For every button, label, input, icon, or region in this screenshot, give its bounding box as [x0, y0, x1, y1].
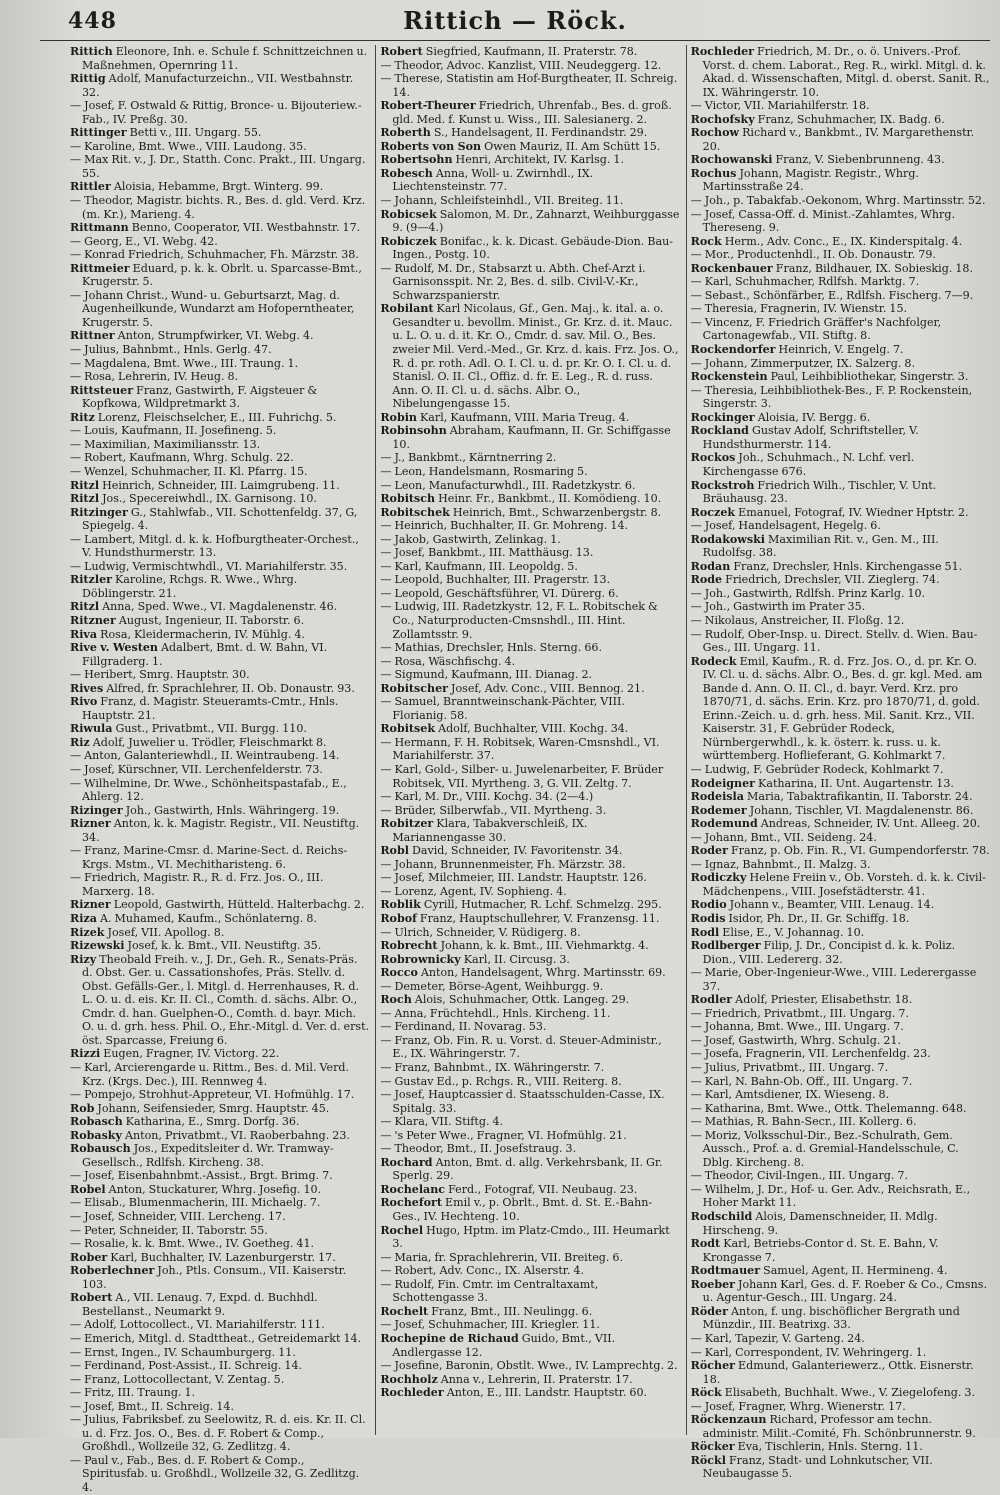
directory-entry: Rodeck Emil, Kaufm., R. d. Frz. Jos. O., d. pr. Kr. O. IV. Cl. u. d. sächs. Albr. O., Bes. d. gr. kgl. Med. am Bande d. Ann. O. II. Cl., d. bayr. Verd. Krz. pro 1870/71, d. sächs. Erin. Krz. pro 1870/71, d. gold. Erinn.-Zeich. u. d. grh. hess. Mil. Sanit. Krz., VII. Kaiserstr. 31, F. Gebrüder Rodeck, Nürnbergerwhdl., k. k. österr. k. russ. u. k. württemberg. Hoflieferant, G. Kohlmarkt 7. — [690, 654, 983, 763]
directory-entry: — Josef, Hauptcassier d. Staatsschulden-Casse, IX. Spitalg. 33. — [380, 1088, 665, 1115]
directory-entry: — Friedrich, Magistr. R., R. d. Frz. Jos. O., III. Marxerg. 18. — [70, 871, 324, 898]
directory-entry: Robert A., VII. Lenaug. 7, Expd. d. Buchhdl. Bestellanst., Neumarkt 9. — [70, 1291, 318, 1318]
directory-entry: — Anton, Galanteriewhdl., II. Weintraubeng. 14. — [70, 749, 340, 763]
directory-entry: — Vincenz, F. Friedrich Gräffer's Nachfolger, Cartonagewfab., VII. Stiftg. 8. — [690, 315, 942, 343]
directory-entry: Rocco Anton, Handelsagent, Whrg. Martinsstr. 69. — [380, 966, 666, 980]
directory-entry: — Robert, Adv. Conc., IX. Alserstr. 4. — [380, 1264, 585, 1278]
directory-entry: — Rosa, Wäschfischg. 4. — [380, 654, 516, 668]
directory-entry: — Friedrich, Privatbmt., III. Ungarg. 7. — [690, 1006, 910, 1020]
directory-entry: Rodemund Andreas, Schneider, IV. Unt. Alleeg. 20. — [690, 817, 981, 831]
directory-entry: — Rudolf, Fin. Cmtr. im Centraltaxamt, Schottengasse 3. — [380, 1277, 599, 1305]
directory-entry: — Joh., p. Tabakfab.-Oekonom, Whrg. Martinsstr. 52. — [690, 194, 986, 208]
directory-entry: Rivo Franz, d. Magistr. Steueramts-Cmtr., Hnls. Hauptstr. 21. — [70, 695, 339, 722]
directory-entry: Rittich Eleonore, Inh. e. Schule f. Schnittzeichnen u. Maßnehmen, Opernring 11. — [70, 45, 368, 72]
directory-entry: Röcher Edmund, Galanteriewerz., Ottk. Eisnerstr. 18. — [690, 1359, 974, 1386]
directory-entry: — Ernst, Ingen., IV. Schaumburgerg. 11. — [70, 1345, 296, 1359]
directory-entry: Rittinger Betti v., III. Ungarg. 55. — [70, 126, 262, 140]
directory-entry: Röder Anton, f. ung. bischöflicher Bergrath und Münzdir., III. Beatrixg. 33. — [690, 1304, 960, 1332]
directory-entry: — Hermann, F. H. Robitsek, Waren-Cmsnshdl., VI. Mariahilferstr. 37. — [380, 735, 660, 763]
directory-entry: Rodiczky Helene Freiin v., Ob. Vorsteh. d. k. k. Civil-Mädchenpens., VIII. Josefstädterstr. 41. — [690, 871, 986, 898]
directory-entry: Ritzler Karoline, Rchgs. R. Wwe., Whrg. Döblingerstr. 21. — [70, 573, 298, 600]
directory-entry: Rizy Theobald Freih. v., J. Dr., Geh. R., Senats-Präs. d. Obst. Ger. u. Cassationshofes, Präs. Stellv. d. Obst. Gefälls-Ger., l. Mitgl. d. Herrenhauses, R. d. L. O. u. d. eis. Kr. II. Cl., Comth. d. sächs. Albr. O., Cmdr. d. han. Guelphen-O., Comth. d. bayr. Mich. O. u. d. grh. hess. Phil. O., Ehr.-Mitgl. d. Ver. d. erst. öst. Sparcasse, Freiung 6. — [70, 952, 370, 1047]
directory-entry: — Johanna, Bmt. Wwe., III. Ungarg. 7. — [690, 1020, 904, 1034]
directory-entry: — Sebast., Schönfärber, E., Rdlfsh. Fischerg. 7—9. — [690, 288, 974, 302]
directory-entry: — Louis, Kaufmann, II. Josefineng. 5. — [70, 424, 277, 438]
directory-entry: — Leon, Handelsmann, Rosmaring 5. — [380, 464, 588, 478]
directory-entry: — Brüder, Silberwfab., VII. Myrtheng. 3. — [380, 803, 607, 817]
directory-entry: Röckl Franz, Stadt- und Lohnkutscher, VII. Neubaugasse 5. — [690, 1453, 933, 1481]
directory-entry: Rob Johann, Seifensieder, Smrg. Hauptstr. 45. — [70, 1101, 330, 1115]
directory-entry: — Josef, Bankbmt., III. Matthäusg. 13. — [380, 546, 594, 560]
directory-entry: — Ludwig, Vermischtwhdl., VI. Mariahilferstr. 35. — [70, 559, 348, 573]
directory-entry: — Paul v., Fab., Bes. d. F. Robert & Comp., Spiritusfab. u. Großhdl., Wollzeile 32, G. Zedlitzg. 4. — [70, 1453, 360, 1494]
directory-entry: — Leopold, Buchhalter, III. Pragerstr. 13. — [380, 573, 611, 587]
directory-entry: — Josef, Cassa-Off. d. Minist.-Zahlamtes, Whrg. Thereseng. 9. — [690, 207, 955, 235]
directory-entry: Rochholz Anna v., Lehrerin, II. Praterstr. 17. — [380, 1372, 633, 1386]
directory-entry: — Theresia, Leihbibliothek-Bes., F. P. Rockenstein, Singerstr. 3. — [690, 383, 973, 411]
directory-entry: — Moriz, Volksschul-Dir., Bez.-Schulrath, Gem. Aussch., Prof. a. d. Gremial-Handelsschule, C. Dblg. Kircheng. 8. — [690, 1128, 959, 1169]
directory-entry: — Theodor, Magistr. bichts. R., Bes. d. gld. Verd. Krz. (m. Kr.), Marieng. 4. — [70, 194, 366, 221]
directory-entry: Rittmeier Eduard, p. k. k. Obrlt. u. Sparcasse-Bmt., Krugerstr. 5. — [70, 261, 362, 289]
directory-entry: Robitzer Klara, Tabakverschleiß, IX. Mariannengasse 30. — [380, 817, 588, 844]
directory-entry: — Katharina, Bmt. Wwe., Ottk. Thelemanng. 648. — [690, 1101, 967, 1115]
directory-entry: Roberts von Son Owen Mauriz, II. Am Schütt 15. — [380, 139, 661, 153]
directory-entry: Rive v. Westen Adalbert, Bmt. d. W. Bahn, VI. Fillgraderg. 1. — [70, 641, 328, 668]
directory-entry: Rochleder Friedrich, M. Dr., o. ö. Univers.-Prof. Vorst. d. chem. Laborat., Reg. R., wirkl. Mitgl. d. k. Akad. d. Wissenschaften, Mitgl. d. oberst. Sanit. R., IX. Währingerstr. 10. — [690, 45, 990, 99]
directory-entry: — Karl, Tapezir, V. Garteng. 24. — [690, 1331, 865, 1345]
directory-entry: Rober Karl, Buchhalter, IV. Lazenburgerstr. 17. — [70, 1250, 336, 1264]
directory-entry: Rodis Isidor, Ph. Dr., II. Gr. Schiffg. 18. — [690, 912, 910, 925]
directory-entry: — Sigmund, Kaufmann, III. Dianag. 2. — [380, 668, 593, 682]
directory-entry: — Josef, Kürschner, VII. Lerchenfelderstr. 73. — [70, 762, 323, 776]
directory-entry: — Karl, N. Bahn-Ob. Off., III. Ungarg. 7. — [690, 1074, 913, 1088]
directory-entry: — Karl, Kaufmann, III. Leopoldg. 5. — [380, 559, 578, 573]
directory-entry: Rodakowski Maximilian Rit. v., Gen. M., III. Rudolfsg. 38. — [690, 532, 939, 560]
directory-entry: — Adolf, Lottocollect., VI. Mariahilferstr. 111. — [70, 1318, 325, 1332]
directory-entry: — Karl, Amtsdiener, IX. Wieseng. 8. — [690, 1088, 890, 1102]
directory-entry: Rodio Johann v., Beamter, VIII. Lenaug. 14. — [690, 898, 935, 912]
directory-entry: Robicsek Salomon, M. Dr., Zahnarzt, Weihburggasse 9. (9—4.) — [380, 207, 680, 235]
directory-entry: Robertsohn Henri, Architekt, IV. Karlsg. 1. — [380, 153, 624, 167]
directory-entry: — Demeter, Börse-Agent, Weihburgg. 9. — [380, 979, 604, 993]
directory-entry: Rodan Franz, Drechsler, Hnls. Kirchengasse 51. — [690, 559, 963, 573]
directory-entry: — Emerich, Mitgl. d. Stadttheat., Getreidemarkt 14. — [70, 1331, 362, 1345]
directory-entry: — Wilhelmine, Dr. Wwe., Schönheitspastafab., E., Ahlerg. 12. — [70, 776, 347, 804]
directory-entry: Ritzl Heinrich, Schneider, III. Laimgrubeng. 11. — [70, 478, 340, 492]
directory-entry: Rochofsky Franz, Schuhmacher, IX. Badg. 6. — [690, 112, 945, 126]
page-title: Rittich — Röck. — [403, 6, 627, 35]
directory-entry: Rochus Johann, Magistr. Registr., Whrg. Martinsstraße 24. — [690, 166, 919, 194]
directory-entry: — Karoline, Bmt. Wwe., VIII. Laudong. 35. — [70, 139, 307, 153]
directory-entry: — Maximilian, Maximiliansstr. 13. — [70, 437, 261, 451]
directory-entry: Roeber Johann Karl, Ges. d. F. Roeber & Co., Cmsns. u. Agentur-Gesch., III. Ungarg. 24. — [690, 1277, 987, 1305]
directory-entry: Roder Franz, p. Ob. Fin. R., VI. Gumpendorferstr. 78. — [690, 844, 990, 858]
directory-entry: — Ignaz, Bahnbmt., II. Malzg. 3. — [690, 857, 871, 871]
directory-entry: — Joh., Gastwirth, Rdlfsh. Prinz Karlg. 10. — [690, 586, 926, 600]
directory-entry: Rizek Josef, VII. Apollog. 8. — [70, 925, 225, 939]
directory-entry: — Josef, Gastwirth, Whrg. Schulg. 21. — [690, 1033, 902, 1047]
directory-entry: — Johann, Brunnenmeister, Fh. Märzstr. 38. — [380, 857, 626, 871]
directory-entry: — Franz, Ob. Fin. R. u. Vorst. d. Steuer-Administr., E., IX. Währingerstr. 7. — [380, 1033, 662, 1061]
directory-entry: — Robert, Kaufmann, Whrg. Schulg. 22. — [70, 451, 294, 465]
directory-entry: — Franz, Marine-Cmsr. d. Marine-Sect. d. Reichs-Krgs. Mstm., VI. Mechitharisteng. 6. — [70, 844, 348, 871]
directory-entry: Rockstroh Friedrich Wilh., Tischler, V. Unt. Bräuhausg. 23. — [690, 478, 937, 506]
directory-entry: Rochleder Anton, E., III. Landstr. Hauptstr. 60. — [380, 1386, 648, 1400]
directory-entry: Ritzinger G., Stahlwfab., VII. Schottenfeldg. 37, G, Spiegelg. 4. — [70, 505, 358, 533]
directory-entry: — Jakob, Gastwirth, Zelinkag. 1. — [380, 532, 561, 546]
directory-entry: Rodemer Johann, Tischler, VI. Magdalenenstr. 86. — [690, 803, 974, 817]
directory-entry: Robrownicky Karl, II. Circusg. 3. — [380, 952, 570, 966]
directory-entry: — Josefa, Fragnerin, VII. Lerchenfeldg. 23. — [690, 1047, 931, 1061]
directory-entry: Rizner Leopold, Gastwirth, Hütteld. Halterbachg. 2. — [70, 898, 365, 912]
directory-entry: — Rudolf, Ober-Insp. u. Direct. Stellv. d. Wien. Bau-Ges., III. Ungarg. 11. — [690, 627, 978, 655]
directory-entry: — Mathias, Drechsler, Hnls. Sterng. 66. — [380, 641, 602, 655]
directory-entry: — Ferdinand, Post-Assist., II. Schreig. 14. — [70, 1359, 303, 1373]
directory-entry: Robitsch Heinr. Fr., Bankbmt., II. Komödieng. 10. — [380, 492, 662, 506]
directory-entry: — Victor, VII. Mariahilferstr. 18. — [690, 99, 870, 113]
directory-entry: Robiczek Bonifac., k. k. Dicast. Gebäude-Dion. Bau-Ingen., Postg. 10. — [380, 234, 673, 262]
directory-entry: — Karl, M. Dr., VIII. Kochg. 34. (2—4.) — [380, 790, 594, 804]
directory-entry: — Rosa, Lehrerin, IV. Heug. 8. — [70, 370, 239, 384]
directory-entry: Robitscher Josef, Adv. Conc., VIII. Bennog. 21. — [380, 681, 645, 695]
directory-entry: Rittig Adolf, Manufacturzeichn., VII. Westbahnstr. 32. — [70, 72, 354, 99]
directory-entry: Rodl Elise, E., V. Johannag. 10. — [690, 925, 865, 939]
directory-entry: — Mor., Productenhdl., II. Ob. Donaustr. 79. — [690, 248, 936, 262]
directory-entry: Rockendorfer Heinrich, V. Engelg. 7. — [690, 343, 904, 357]
directory-entry: Rizzi Eugen, Fragner, IV. Victorg. 22. — [70, 1047, 280, 1061]
directory-entry: — 's Peter Wwe., Fragner, VI. Hofmühlg. 21. — [380, 1128, 627, 1142]
directory-entry: Robitsek Adolf, Buchhalter, VIII. Kochg. 34. — [380, 722, 629, 736]
directory-entry: Rochow Richard v., Bankbmt., IV. Margarethenstr. 20. — [690, 126, 975, 153]
directory-entry: Rochelt Franz, Bmt., III. Neulingg. 6. — [380, 1304, 593, 1318]
directory-entry: Rockenstein Paul, Leihbibliothekar, Singerstr. 3. — [690, 370, 969, 384]
directory-entry: Rockinger Aloisia, IV. Bergg. 6. — [690, 410, 871, 424]
directory-entry: Rittler Aloisia, Hebamme, Brgt. Winterg. 99. — [70, 180, 324, 194]
directory-entry: — Lorenz, Agent, IV. Sophieng. 4. — [380, 884, 567, 898]
directory-entry: — Theodor, Advoc. Kanzlist, VIII. Neudeggerg. 12. — [380, 58, 662, 72]
directory-entry: — Max Rit. v., J. Dr., Statth. Conc. Prakt., III. Ungarg. 55. — [70, 153, 366, 180]
directory-entry: — Mathias, R. Bahn-Secr., III. Kollerg. 6. — [690, 1115, 917, 1129]
directory-entry: — Julius, Privatbmt., III. Ungarg. 7. — [690, 1061, 889, 1075]
directory-entry: Robrecht Johann, k. k. Bmt., III. Viehmarktg. 4. — [380, 939, 649, 953]
directory-entry: — Therese, Statistin am Hof-Burgtheater, II. Schreig. 14. — [380, 72, 678, 99]
directory-entry: Robin Karl, Kaufmann, VIII. Maria Treug. 4. — [380, 410, 630, 424]
directory-entry: — Ludwig, F. Gebrüder Rodeck, Kohlmarkt 7. — [690, 762, 944, 776]
directory-entry: Robilant Karl Nicolaus, Gf., Gen. Maj., k. ital. a. o. Gesandter u. bevollm. Minist., Gr. Krz. d. it. Mauc. u. L. O. u. d. it. Kr. O., Cmdr. d. sav. Mil. O., Bes. zweier Mil. Verd.-Med., Gr. Krz. d. kais. Frz. Jos. O., R. d. pr. roth. Adl. O. I. Cl. u. d. pr. Kr. O. I. Cl. u. d. Stanisl. O. II. Cl., Offiz. d. fr. E. Leg., R. d. russ. Ann. O. II. Cl. u. d. sächs. Albr. O., Nibelungengasse 15. — [380, 302, 679, 411]
directory-entry: — Klara, VII. Stiftg. 4. — [380, 1115, 504, 1129]
directory-entry: — Ulrich, Schneider, V. Rüdigerg. 8. — [380, 925, 581, 939]
directory-entry: — Josef, Milchmeier, III. Landstr. Hauptstr. 126. — [380, 871, 647, 885]
directory-entry: — Georg, E., VI. Webg. 42. — [70, 234, 218, 248]
directory-entry: — Konrad Friedrich, Schuhmacher, Fh. Märzstr. 38. — [70, 248, 359, 262]
directory-entry: — Johann, Schleifsteinhdl., VII. Breiteg. 11. — [380, 194, 624, 208]
directory-entry: — Gustav Ed., p. Rchgs. R., VIII. Reiterg. 8. — [380, 1074, 622, 1088]
directory-entry: — Ludwig, III. Radetzkystr. 12, F. L. Robitschek & Co., Naturproducten-Cmsnshdl., III. Hint. Zollamtsstr. 9. — [380, 600, 658, 641]
directory-entry: — Elisab., Blumenmacherin, III. Michaelg. 7. — [70, 1196, 321, 1210]
directory-entry: Rizner Anton, k. k. Magistr. Registr., VII. Neustiftg. 34. — [70, 817, 360, 844]
page-header — [40, 6, 990, 41]
directory-entry: Rochard Anton, Bmt. d. allg. Verkehrsbank, II. Gr. Sperlg. 29. — [380, 1155, 663, 1183]
directory-entry: — Leopold, Geschäftsführer, VI. Dürerg. 6. — [380, 586, 619, 600]
directory-entry: — Anna, Früchtehdl., Hnls. Kircheng. 11. — [380, 1006, 611, 1020]
directory-entry: Roberth S., Handelsagent, II. Ferdinandstr. 29. — [380, 126, 648, 140]
directory-entry: Ritzner August, Ingenieur, II. Taborstr. 6. — [70, 613, 305, 627]
directory-entry: — Rudolf, M. Dr., Stabsarzt u. Abth. Chef-Arzt i. Garnisonsspit. Nr. 2, Bes. d. silb. Civil-V.-Kr., Schwarzspanierstr. — [380, 261, 646, 302]
directory-entry: — Karl, Schuhmacher, Rdlfsh. Marktg. 7. — [690, 275, 920, 289]
directory-entry: — Lambert, Mitgl. d. k. k. Hofburgtheater-Orchest., V. Hundsthurmerstr. 13. — [70, 532, 359, 560]
directory-entry: Rittmann Benno, Cooperator, VII. Westbahnstr. 17. — [70, 221, 361, 235]
directory-entry: Robitschek Heinrich, Bmt., Schwarzenbergstr. 8. — [380, 505, 662, 519]
directory-entry: — Josef, Eisenbahnbmt.-Assist., Brgt. Brimg. 7. — [70, 1169, 333, 1183]
columns — [40, 45, 990, 1494]
directory-entry: Roch Alois, Schuhmacher, Ottk. Langeg. 29. — [380, 993, 630, 1007]
directory-entry: — Franz, Bahnbmt., IX. Währingerstr. 7. — [380, 1061, 605, 1075]
directory-entry: — Julius, Bahnbmt., Hnls. Gerlg. 47. — [70, 343, 272, 357]
directory-entry: Roblik Cyrill, Hutmacher, R. Lchf. Schmelzg. 295. — [380, 898, 662, 912]
directory-entry: — Franz, Lottocollectant, V. Zentag. 5. — [70, 1372, 285, 1386]
directory-entry: — Magdalena, Bmt. Wwe., III. Traung. 1. — [70, 356, 299, 370]
directory-entry: Rodschild Alois, Damenschneider, II. Mdlg. Hirscheng. 9. — [690, 1210, 938, 1237]
directory-entry: Robert-Theurer Friedrich, Uhrenfab., Bes. d. groß. gld. Med. f. Kunst u. Wiss., III. Salesianerg. 2. — [380, 99, 672, 126]
directory-entry: — Nikolaus, Anstreicher, II. Floßg. 12. — [690, 613, 905, 627]
directory-entry: — Joh., Gastwirth im Prater 35. — [690, 600, 866, 614]
directory-entry: Rochefort Emil v., p. Obrlt., Bmt. d. St. E.-Bahn-Ges., IV. Hechteng. 10. — [380, 1196, 653, 1224]
directory-entry: — Josef, F. Ostwald & Rittig, Bronce- u. Bijouteriew.-Fab., IV. Preßg. 30. — [70, 99, 362, 126]
directory-entry: Rodeisla Maria, Tabaktrafikantin, II. Taborstr. 24. — [690, 790, 973, 804]
directory-entry: Rodtmauer Samuel, Agent, II. Hermineng. 4. — [690, 1264, 948, 1278]
directory-entry: — Johann, Bmt., VII. Seideng. 24. — [690, 830, 877, 844]
directory-entry: Ritz Lorenz, Fleischselcher, E., III. Fuhrichg. 5. — [70, 410, 337, 424]
directory-entry: — Josef, Fragner, Whrg. Wienerstr. 17. — [690, 1399, 906, 1413]
directory-entry: Rodeigner Katharina, II. Unt. Augartenstr. 13. — [690, 776, 954, 790]
directory-entry: Rodlberger Filip, J. Dr., Concipist d. k. k. Poliz. Dion., VIII. Ledererg. 32. — [690, 939, 956, 966]
directory-entry: — Marie, Ober-Ingenieur-Wwe., VIII. Lederergasse 37. — [690, 966, 977, 993]
directory-entry: — Heinrich, Buchhalter, II. Gr. Mohreng. 14. — [380, 519, 629, 533]
directory-entry: — Johann, Zimmerputzer, IX. Salzerg. 8. — [690, 356, 915, 370]
directory-entry: Rode Friedrich, Drechsler, VII. Zieglerg. 74. — [690, 573, 940, 587]
directory-entry: — Julius, Fabriksbef. zu Seelowitz, R. d. eis. Kr. II. Cl. u. d. Frz. Jos. O., Bes. d. F. Robert & Comp., Großhdl., Wollzeile 32, G. Zedlitzg. 4. — [70, 1413, 366, 1454]
directory-entry: Riwula Gust., Privatbmt., VII. Burgg. 110. — [70, 722, 307, 736]
directory-entry: Robesch Anna, Woll- u. Zwirnhdl., IX. Liechtensteinstr. 77. — [380, 166, 594, 194]
directory-entry: — Samuel, Branntweinschank-Pächter, VIII. Florianig. 58. — [380, 695, 625, 722]
directory-entry: Rochepine de Richaud Guido, Bmt., VII. Andlergasse 12. — [380, 1331, 616, 1359]
directory-entry: — Karl, Arcierengarde u. Rittm., Bes. d. Mil. Verd. Krz. (Krgs. Dec.), III. Rennweg 4. — [70, 1061, 350, 1088]
directory-entry: Rittsteuer Franz, Gastwirth, F. Aigsteuer & Kopfkowa, Wildpretmarkt 3. — [70, 383, 318, 411]
directory-entry: Rochel Hugo, Hptm. im Platz-Cmdo., III. Heumarkt 3. — [380, 1223, 670, 1251]
column-3 — [687, 45, 990, 1481]
directory-entry: Ritzl Anna, Sped. Wwe., VI. Magdalenenstr. 46. — [70, 600, 338, 614]
directory-entry: Robasch Katharina, E., Smrg. Dorfg. 36. — [70, 1115, 300, 1129]
directory-entry: Rockenbauer Franz, Bildhauer, IX. Sobieskig. 18. — [690, 261, 973, 275]
directory-entry: — Karl, Correspondent, IV. Wehringerg. 1. — [690, 1345, 927, 1359]
directory-entry: Robinsohn Abraham, Kaufmann, II. Gr. Schiffgasse 10. — [380, 424, 671, 451]
column-2 — [376, 45, 686, 1435]
directory-entry: — Josef, Handelsagent, Hegelg. 6. — [690, 519, 881, 533]
directory-entry: Rizewski Josef, k. k. Bmt., VII. Neustiftg. 35. — [70, 939, 322, 953]
directory-entry: Riva Rosa, Kleidermacherin, IV. Mühlg. 4. — [70, 627, 305, 641]
directory-entry: — Pompejo, Strohhut-Appreteur, VI. Hofmühlg. 17. — [70, 1088, 355, 1102]
directory-entry: Rockland Gustav Adolf, Schriftsteller, V. Hundsthurmerstr. 114. — [690, 424, 919, 451]
directory-entry: Rives Alfred, fr. Sprachlehrer, II. Ob. Donaustr. 93. — [70, 681, 355, 695]
directory-entry: — Theodor, Bmt., II. Josefstraug. 3. — [380, 1142, 577, 1156]
directory-entry: — J., Bankbmt., Kärntnerring 2. — [380, 451, 557, 465]
directory-entry: — Wenzel, Schuhmacher, II. Kl. Pfarrg. 15. — [70, 464, 308, 478]
directory-entry: — Josef, Bmt., II. Schreig. 14. — [70, 1399, 234, 1413]
directory-entry: Ritzl Jos., Specereiwhdl., IX. Garnisong. 10. — [70, 492, 317, 506]
directory-entry: Robel Anton, Stuckaturer, Whrg. Josefig. 10. — [70, 1182, 322, 1196]
directory-entry: Robl David, Schneider, IV. Favoritenstr. 34. — [380, 844, 623, 858]
directory-entry: — Wilhelm, J. Dr., Hof- u. Ger. Adv., Reichsrath, E., Hoher Markt 11. — [690, 1182, 971, 1210]
directory-entry: Rochowanski Franz, V. Siebenbrunneng. 43. — [690, 153, 945, 167]
directory-entry: Riza A. Muhamed, Kaufm., Schönlaterng. 8. — [70, 912, 317, 925]
directory-entry: — Josef, Schneider, VIII. Lercheng. 17. — [70, 1210, 286, 1224]
directory-entry: Robof Franz, Hauptschullehrer, V. Franzensg. 11. — [380, 912, 660, 925]
directory-entry: Rizinger Joh., Gastwirth, Hnls. Währingerg. 19. — [70, 803, 340, 817]
column-1 — [40, 45, 376, 1494]
directory-entry: Rockos Joh., Schuhmach., N. Lchf. verl. Kirchengasse 676. — [690, 451, 915, 478]
directory-entry: Rock Herm., Adv. Conc., E., IX. Kinderspitalg. 4. — [690, 234, 963, 248]
directory-entry: Rodler Adolf, Priester, Elisabethstr. 18. — [690, 993, 913, 1007]
directory-entry: — Karl, Gold-, Silber- u. Juwelenarbeiter, F. Brüder Robitsek, VII. Myrtheng. 3, G. VII. Zeltg. 7. — [380, 762, 664, 790]
directory-entry: — Theodor, Civil-Ingen., III. Ungarg. 7. — [690, 1169, 908, 1183]
directory-entry: — Maria, fr. Sprachlehrerin, VII. Breiteg. 6. — [380, 1250, 623, 1264]
directory-entry: — Leon, Manufacturwhdl., III. Radetzkystr. 6. — [380, 478, 636, 492]
directory-entry: — Rosalie, k. k. Bmt. Wwe., IV. Goetheg. 41. — [70, 1237, 315, 1251]
directory-entry: Roczek Emanuel, Fotograf, IV. Wiedner Hptstr. 2. — [690, 505, 969, 519]
directory-entry: Roberlechner Joh., Ptls. Consum., VII. Kaiserstr. 103. — [70, 1264, 347, 1291]
directory-entry: — Theresia, Fragnerin, IV. Wienstr. 15. — [690, 302, 908, 316]
page-number: 448 — [68, 8, 117, 34]
directory-entry: Röck Elisabeth, Buchhalt. Wwe., V. Ziegelofeng. 3. — [690, 1386, 975, 1400]
directory-entry: Rodt Karl, Betriebs-Contor d. St. E. Bahn, V. Krongasse 7. — [690, 1237, 939, 1264]
directory-entry: — Ferdinand, II. Novarag. 53. — [380, 1020, 547, 1034]
directory-entry: — Josef, Schuhmacher, III. Kriegler. 11. — [380, 1318, 600, 1332]
directory-entry: Rittner Anton, Strumpfwirker, VI. Webg. 4. — [70, 329, 314, 343]
directory-entry: Röckenzaun Richard, Professor am techn. administr. Milit.-Comité, Fh. Schönbrunnerstr. 9. — [690, 1413, 976, 1440]
directory-entry: Robasky Anton, Privatbmt., VI. Raoberbahng. 23. — [70, 1128, 350, 1142]
directory-entry: — Heribert, Smrg. Hauptstr. 30. — [70, 668, 250, 682]
directory-entry: Rochelanc Ferd., Fotograf, VII. Neubaug. 23. — [380, 1182, 638, 1196]
directory-entry: — Johann Christ., Wund- u. Geburtsarzt, Mag. d. Augenheilkunde, Wundarzt am Hofoperntheater, Krugerstr. 5. — [70, 288, 355, 329]
directory-entry: Riz Adolf, Juwelier u. Trödler, Fleischmarkt 8. — [70, 735, 327, 749]
directory-entry: Robert Siegfried, Kaufmann, II. Praterstr. 78. — [380, 45, 638, 58]
directory-entry: — Josefine, Baronin, Obstlt. Wwe., IV. Lamprechtg. 2. — [380, 1359, 678, 1373]
directory-entry: — Peter, Schneider, II. Taborstr. 55. — [70, 1223, 268, 1237]
directory-entry: Röcker Eva, Tischlerin, Hnls. Sterng. 11. — [690, 1440, 923, 1454]
directory-entry: Robausch Jos., Expeditsleiter d. Wr. Tramway-Gesellsch., Rdlfsh. Kircheng. 38. — [70, 1142, 334, 1169]
directory-entry: — Fritz, III. Traung. 1. — [70, 1386, 196, 1400]
